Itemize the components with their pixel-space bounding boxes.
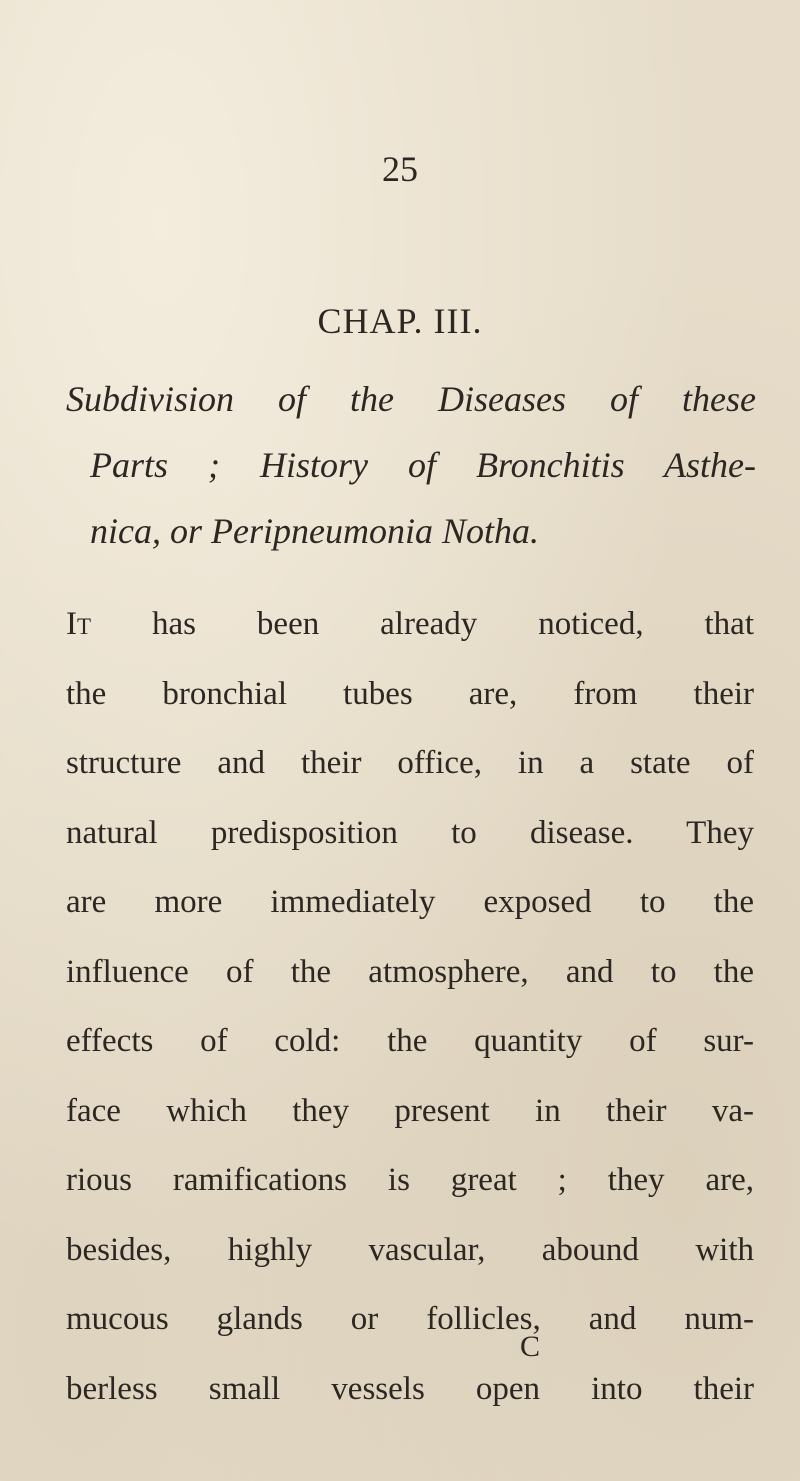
- signature-mark: C: [520, 1330, 541, 1363]
- body-first-word: It: [66, 606, 92, 642]
- body-line: natural predisposition to disease. They: [66, 814, 754, 851]
- subtitle-line-3: nica, or Peripneumonia Notha.: [90, 511, 539, 551]
- subtitle-line-1: Subdivision of the Diseases of these: [66, 379, 756, 419]
- body-line: face which they present in their va-: [66, 1092, 754, 1129]
- body-line: the bronchial tubes are, from their: [66, 675, 754, 712]
- body-line: structure and their office, in a state of: [66, 745, 754, 781]
- chapter-title: CHAP. III.: [317, 301, 483, 341]
- body-line-1: [66, 590, 754, 660]
- body-first-line-rest: has been already noticed, that: [91, 606, 754, 642]
- body-line: rious ramifications is great ; they are,: [66, 1162, 754, 1198]
- page-number: 25: [382, 149, 418, 189]
- body-line: effects of cold: the quantity of sur-: [66, 1023, 754, 1059]
- body-line: mucous glands or follicles, and num-: [66, 1301, 754, 1337]
- body-paragraph: [66, 590, 754, 1424]
- chapter-subtitle: [66, 366, 756, 564]
- body-line: influence of the atmosphere, and to the: [66, 953, 754, 990]
- body-line: besides, highly vascular, abound with: [66, 1231, 754, 1268]
- body-line: are more immediately exposed to the: [66, 884, 754, 920]
- subtitle-line-2: Parts ; History of Bronchitis Asthe-: [90, 445, 756, 485]
- body-line: berless small vessels open into their: [66, 1370, 754, 1407]
